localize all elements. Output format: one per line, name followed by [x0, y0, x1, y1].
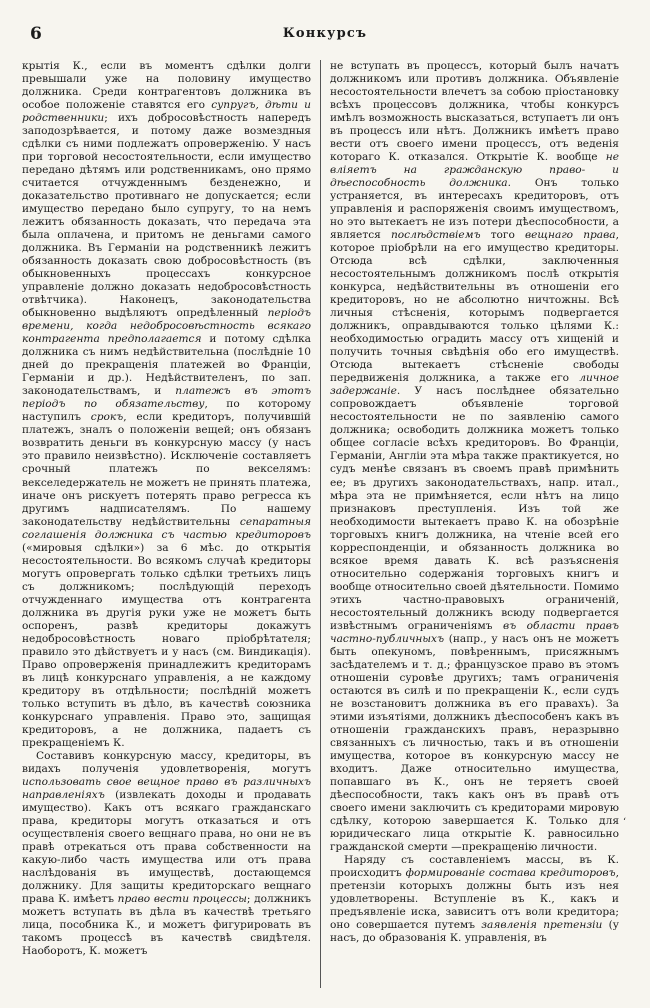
running-title: Конкурсъ [282, 26, 368, 41]
document-page [22, 22, 628, 992]
left-column [22, 60, 311, 988]
right-column [330, 60, 619, 988]
page-header [22, 22, 628, 52]
text-columns [22, 60, 628, 990]
paragraph: крытія К., если въ моментъ сдѣлки долги превышали уже на половину имущество должника. Среди контрагентовъ должника въ особое положеніе ставятся его супругъ, дѣти и родственники; ихъ добросовѣстность напередъ заподозрѣвается, и потому даже возмездныя сдѣлки съ ними подлежатъ опроверженію. У насъ при торговой несостоятельности, если имущество передано дѣтямъ или родственникамъ, оно прямо считается отчужденнымъ безденежно, и доказательство противнаго не допускается; если имущество передано было супругу, то на немъ лежитъ обязанность доказать, что передача эта была оплачена, и притомъ не деньгами самого должника. Въ Германіи на родственникѣ лежитъ обязанность доказать свою добросовѣстность (въ обыкновенныхъ процессахъ конкурсное управленіе должно доказать недобросовѣстность отвѣтчика). Наконецъ, законодательства обыкновенно выдѣляютъ опредѣленный періодъ времени, когда недобросовѣстность всякаго контрагента предполагается и потому сдѣлка должника съ нимъ недѣйствительна (послѣдніе 10 дней до прекращенія платежей во Франціи, Германіи и др.). Недѣйствителенъ, по зап. законодательствамъ, и платежъ въ этотъ періодъ по обязательству, по которому наступилъ срокъ, если кредиторъ, получившій платежъ, зналъ о положеніи вещей; онъ обязанъ возвратить деньги въ конкурсную массу (у насъ это правило неизвѣстно). Исключеніе составляетъ срочный платежъ по векселямъ: векселедержатель не можетъ не принять платежа, иначе онъ рискуетъ потерять право регресса къ другимъ надписателямъ. По нашему законодательству недѣйствительны сепаратныя соглашенія должника съ частью кредиторовъ («мировыя сдѣлки») за 6 мѣс. до открытія несостоятельности. Во всякомъ случаѣ кредиторы могутъ опровергать только сдѣлки третьихъ лицъ съ должникомъ; послѣдующій переходъ отчужденнаго имущества отъ контрагента должника въ другія руки уже не можетъ быть оспоренъ, развѣ кредиторы докажутъ недобросовѣстность новаго пріобрѣтателя; правило это дѣйствуетъ и у насъ (см. Виндикація). Право опроверженія принадлежитъ кредиторамъ въ лицѣ конкурснаго управленія, а не каждому кредитору въ отдѣльности; послѣдній можетъ только вступить въ дѣло, въ качествѣ союзника конкурснаго управленія. Право это, защищая кредиторовъ, а не должника, падаетъ съ прекращеніемъ К. [22, 60, 311, 749]
paragraph: Наряду съ составленіемъ массы, въ К. происходитъ формированіе состава кредиторовъ, претензіи которыхъ должны быть изъ нея удовлетворены. Вступленіе въ К., какъ и предъявленіе иска, зависитъ отъ воли кредитора; оно совершается путемъ заявленія претензіи (у насъ, до образованія К. управленія, въ [330, 853, 619, 945]
page-number: 6 [30, 24, 42, 44]
column-divider [320, 60, 321, 988]
paragraph: не вступать въ процессъ, который былъ начатъ должникомъ или противъ должника. Объявленіе несостоятельности влечетъ за собою пріостановку всѣхъ процессовъ должника, чтобы конкурсъ имѣлъ возможность высказаться, вступаетъ ли онъ въ процессъ или нѣтъ. Должникъ имѣетъ право вести отъ своего имени процессъ, отъ веденія котораго К. отказался. Открытіе К. вообще не вліяетъ на гражданскую право- и дѣеспособность должника. Онъ только устраняется, въ интересахъ кредиторовъ, отъ управленія и распоряженія своимъ имуществомъ, но это вытекаетъ не изъ потери дѣеспособности, а является послѣдствіемъ того вещнаго права, которое пріобрѣли на его имущество кредиторы. Отсюда всѣ сдѣлки, заключенныя несостоятельнымъ должникомъ послѣ открытія конкурса, недѣйствительны въ отношеніи его кредиторовъ, но не абсолютно ничтожны. Всѣ личныя стѣсненія, которымъ подвергается должникъ, оправдываются только цѣлями К.: необходимостью оградить массу отъ хищеній и получить точныя свѣдѣнія обо его имуществѣ. Отсюда вытекаетъ стѣсненіе свободы передвиженія должника, а также его личное задержаніе. У насъ послѣднее обязательно сопровождаетъ объявленіе торговой несостоятельности не по заявленію самого должника; освободить должника можетъ только общее согласіе всѣхъ кредиторовъ. Во Франціи, Германіи, Англіи эта мѣра также практикуется, но судъ менѣе связанъ въ своемъ правѣ примѣнить ее; въ другихъ законодательствахъ, напр. итал., мѣра эта не примѣняется, если нѣтъ на лицо признаковъ преступленія. Изъ той же необходимости вытекаетъ право К. на обозрѣніе торговыхъ книгъ должника, на чтеніе всей его корреспонденціи, и обязанность должника во всякое время давать К. всѣ разъясненія относительно содержанія торговыхъ книгъ и вообще относительно своей дѣятельности. Помимо этихъ частно-правовыхъ ограниченій, несостоятельный должникъ всюду подвергается извѣстнымъ ограниченіямъ въ области правъ частно-публичныхъ (напр., у насъ онъ не можетъ быть опекуномъ, повѣреннымъ, присяжнымъ засѣдателемъ и т. д.; французское право въ этомъ отношеніи суровѣе другихъ; тамъ ограниченія остаются въ силѣ и по прекращеніи К., если судъ не возстановитъ должника въ его правахъ). За этими изъятіями, должникъ дѣеспособенъ какъ въ отношеніи гражданскихъ правъ, неразрывно связанныхъ съ личностью, такъ и въ отношеніи имущества, которое въ конкурсную массу не входитъ. Даже относительно имущества, попавшаго въ К., онъ не теряетъ своей дѣеспособности, такъ какъ онъ въ правѣ отъ своего имени заключить съ кредиторами мировую сдѣлку, которою завершается К. Только для юридическаго лица открытіе К. равносильно гражданской смерти —прекращенію личности. [330, 60, 619, 853]
margin-mark: ʻ [622, 817, 626, 828]
paragraph: Составивъ конкурсную массу, кредиторы, въ видахъ полученія удовлетворенія, могутъ использовать свое вещное право въ различныхъ направленіяхъ (извлекать доходы и продавать имущество). Какъ отъ всякаго гражданскаго права, кредиторы могутъ отказаться и отъ осуществленія своего вещнаго права, но они не въ правѣ отрекаться отъ права собственности на какую-либо часть имущества или отъ права наслѣдованія въ имуществѣ, достающемся должнику. Для защиты кредиторскаго вещнаго права К. имѣетъ право вести процессы; должникъ можетъ вступать въ дѣла въ качествѣ третьяго лица, пособника К., и можетъ фигурировать въ такомъ процессѣ въ качествѣ свидѣтеля. Наоборотъ, К. можетъ [22, 749, 311, 958]
